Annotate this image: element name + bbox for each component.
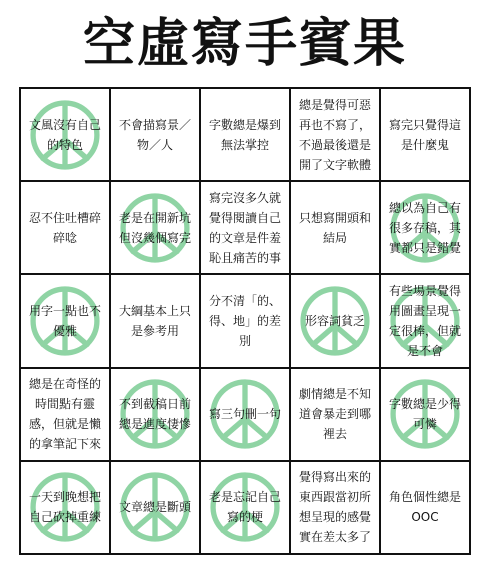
bingo-cell [291, 89, 381, 182]
cell-text: 文風沒有自己的特色 [28, 117, 101, 152]
bingo-cell [291, 369, 381, 462]
bingo-cell-marked [21, 89, 111, 182]
bingo-cell [291, 182, 381, 275]
bingo-cell-marked [21, 462, 111, 555]
bingo-cell [21, 182, 111, 275]
cell-text: 寫三句刪一句 [208, 407, 281, 422]
bingo-cell [381, 462, 471, 555]
cell-text: 有些場景覺得用圖畫呈現一定很棒，但就是不會 [388, 283, 461, 358]
cell-text: 老是忘記自己寫的梗 [208, 490, 281, 525]
bingo-title: 空虛寫手賓果 [82, 13, 407, 74]
cell-text: 劇情總是不知道會暴走到哪裡去 [298, 387, 371, 442]
cell-text: 用字一點也不優雅 [28, 303, 101, 338]
bingo-cell [291, 462, 381, 555]
bingo-cell-marked [111, 462, 201, 555]
bingo-cell-marked [201, 369, 291, 462]
bingo-cell-marked [201, 462, 291, 555]
cell-text: 形容詞貧乏 [304, 313, 365, 328]
cell-text: 寫完只覺得這是什麼鬼 [388, 117, 461, 152]
bingo-cell-marked [21, 275, 111, 368]
cell-text: 總是在奇怪的時間點有靈感，但就是懶的拿筆記下來 [28, 377, 101, 452]
cell-text: 字數總是少得可憐 [388, 397, 461, 432]
bingo-cell [201, 275, 291, 368]
cell-text: 忍不住吐槽碎碎唸 [28, 210, 101, 245]
cell-text: 一天到晚想把自己砍掉重練 [28, 490, 101, 525]
cell-text: 總以為自己有很多存稿，其實都只是錯覺 [388, 200, 461, 255]
bingo-cell-marked [381, 182, 471, 275]
cell-text: 覺得寫出來的東西跟當初所想呈現的感覺實在差太多了 [298, 470, 371, 545]
cell-text: 總是覺得可惡再也不寫了，不過最後還是開了文字軟體 [298, 97, 371, 172]
cell-text: 分不清「的、得、地」的差別 [208, 293, 281, 348]
bingo-cell [21, 369, 111, 462]
cell-text: 老是在開新坑但沒幾個寫完 [118, 210, 191, 245]
bingo-cell-marked [381, 369, 471, 462]
cell-text: 不會描寫景／物／人 [118, 117, 191, 152]
bingo-cell-marked [291, 275, 381, 368]
bingo-grid [19, 87, 471, 555]
bingo-cell-marked [111, 182, 201, 275]
cell-text: 大綱基本上只是參考用 [118, 303, 191, 338]
bingo-cell [111, 89, 201, 182]
cell-text: 只想寫開頭和結局 [298, 210, 371, 245]
bingo-cell [201, 182, 291, 275]
bingo-cell-marked [111, 369, 201, 462]
cell-text: 字數總是爆到無法掌控 [208, 117, 281, 152]
cell-text: 文章總是斷頭 [118, 500, 191, 515]
cell-text: 寫完沒多久就覺得閱讀自己的文章是件羞恥且痛苦的事 [208, 190, 281, 265]
bingo-cell [381, 89, 471, 182]
bingo-cell [111, 275, 201, 368]
cell-text: 角色個性總是OOC [388, 490, 461, 525]
cell-text: 不到截稿日前總是進度悽慘 [118, 397, 191, 432]
bingo-cell-marked [381, 275, 471, 368]
bingo-cell [201, 89, 291, 182]
